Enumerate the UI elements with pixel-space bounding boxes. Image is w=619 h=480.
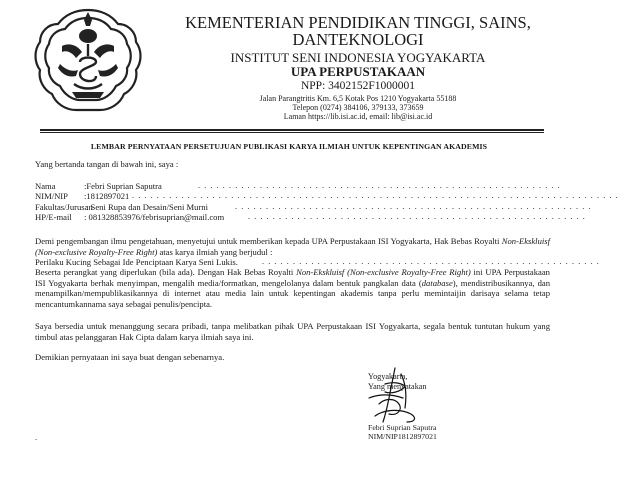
fill-dots: . . . . . . . . . . . . . . . . . . . . . . . . . . . . . . . . . . . . . . . . . . . . . . . . . . . . . . . . . . . . . . . . . . . . . . . . . . . . . . .: [132, 191, 619, 200]
intro-text: Yang bertanda tangan di bawah ini, saya :: [35, 159, 179, 169]
fill-dots: . . . . . . . . . . . . . . . . . . . . . . . . . . . . . . . . . . . . . . . . . . . . . . . . . . . . . . .: [262, 257, 600, 266]
phone-line: Telepon (0274) 384106, 379133, 373659: [292, 103, 424, 113]
rights-text-c: ), mendistribusikannya, dan menampilkan/mempublikasikannya di internet atau media lain untuk kepentingan akademis tanpa perlu memintaijin darisaya selama tetap mencantumkannama saya sebagai penulis/pencipta.: [35, 277, 550, 309]
ministry-line-1: KEMENTERIAN PENDIDIKAN TINGGI, SAINS,: [185, 13, 531, 32]
address-line: Jalan Parangtritis Km. 6,5 Kotak Pos 1210 Yogyakarta 55188: [259, 93, 457, 103]
web-line: Laman https://lib.isi.ac.id, email: lib@isi.ac.id: [283, 112, 433, 122]
fakultas-label: Fakultas/Jurusan: [35, 202, 93, 212]
nim-label: NIM/NIP: [35, 191, 68, 201]
header-divider-thick: [40, 129, 544, 131]
nim-value: :1812897021: [84, 191, 130, 201]
fill-dots: . . . . . . . . . . . . . . . . . . . . . . . . . . . . . . . . . . . . . . . . . . . . . . . . . . . . . . . . . . .: [198, 181, 561, 190]
ministry-line-2: DANTEKNOLOGI: [292, 30, 424, 50]
signer-name: Febri Suprian Saputra: [368, 423, 437, 432]
isi-yogyakarta-logo: [32, 6, 144, 116]
paragraph-rights: [35, 267, 550, 309]
hp-value: : 081328853976/febrisuprian@mail.com: [84, 212, 225, 222]
paragraph-liability: Saya bersedia untuk menanggung secara pribadi, tanpa melibatkan pihak UPA Perpustakaan ISI Yogyakarta, segala bentuk tuntutan hukum yang timbul atas pelanggaran Hak Cipta dalam karya ilmiah saya ini.: [35, 321, 550, 342]
handwritten-signature: [345, 364, 445, 426]
work-title: Perilaku Kucing Sebagai Ide Penciptaan Karya Seni Lukis.: [35, 257, 238, 267]
rights-right-type: Non-Ekskluisf (Non-exclusive Royalty-Free Right): [296, 267, 471, 277]
nama-label: Nama: [35, 181, 56, 191]
npp-number: NPP: 3402152F1000001: [300, 79, 416, 92]
header-divider-thin: [40, 132, 544, 133]
signer-nim: NIM/NIP1812897021: [368, 432, 437, 441]
consent-text: Demi pengembangan ilmu pengetahuan, menyetujui untuk memberikan kepada UPA Perpustakaan ISI Yogyakarta, Hak Bebas Royalti: [35, 236, 500, 246]
footer-mark: -: [35, 435, 38, 443]
unit-name: UPA PERPUSTAKAAN: [290, 64, 426, 80]
consent-right-type: Non-Ekskluisf (Non-exclusive Royalty-Free Right): [35, 236, 550, 257]
closing-statement: Demikian pernyataan ini saya buat dengan sebenarnya.: [35, 352, 225, 362]
fill-dots: . . . . . . . . . . . . . . . . . . . . . . . . . . . . . . . . . . . . . . . . . . . . . . . . . . . . . . . . . .: [235, 202, 592, 211]
consent-text-end: atas karya ilmiah yang berjudul :: [159, 246, 273, 257]
fill-dots: . . . . . . . . . . . . . . . . . . . . . . . . . . . . . . . . . . . . . . . . . . . . . . . . . . . . . . .: [248, 212, 586, 221]
field-hp: [35, 212, 224, 223]
paragraph-consent: [35, 236, 550, 257]
field-nama: [35, 181, 162, 192]
hp-label: HP/E-mail: [35, 212, 72, 222]
letterhead: [182, 14, 534, 122]
fakultas-value: : Seni Rupa dan Desain/Seni Murni: [86, 202, 208, 212]
document-title: LEMBAR PERNYATAAN PERSETUJUAN PUBLIKASI KARYA ILMIAH UNTUK KEPENTINGAN AKADEMIS: [90, 142, 488, 151]
signature-role: Yang menyatakan: [368, 382, 427, 391]
rights-text-a: Beserta perangkat yang diperlukan (bila ada). Dengan Hak Bebas Royalti: [35, 267, 294, 277]
institute-name: INSTITUT SENI INDONESIA YOGYAKARTA: [230, 49, 486, 65]
nama-value: :Febri Suprian Saputra: [84, 181, 162, 191]
field-nim: [35, 191, 129, 202]
rights-database: database: [421, 277, 453, 288]
field-fakultas: [35, 202, 208, 213]
signature-city: Yogyakarta,: [368, 372, 408, 381]
rights-text-b: ini UPA Perpustakaan ISI Yogyakarta berhak menyimpan, mengalih media/formatkan, mengelolanya dalam bentuk pangkalan data (: [35, 267, 550, 288]
